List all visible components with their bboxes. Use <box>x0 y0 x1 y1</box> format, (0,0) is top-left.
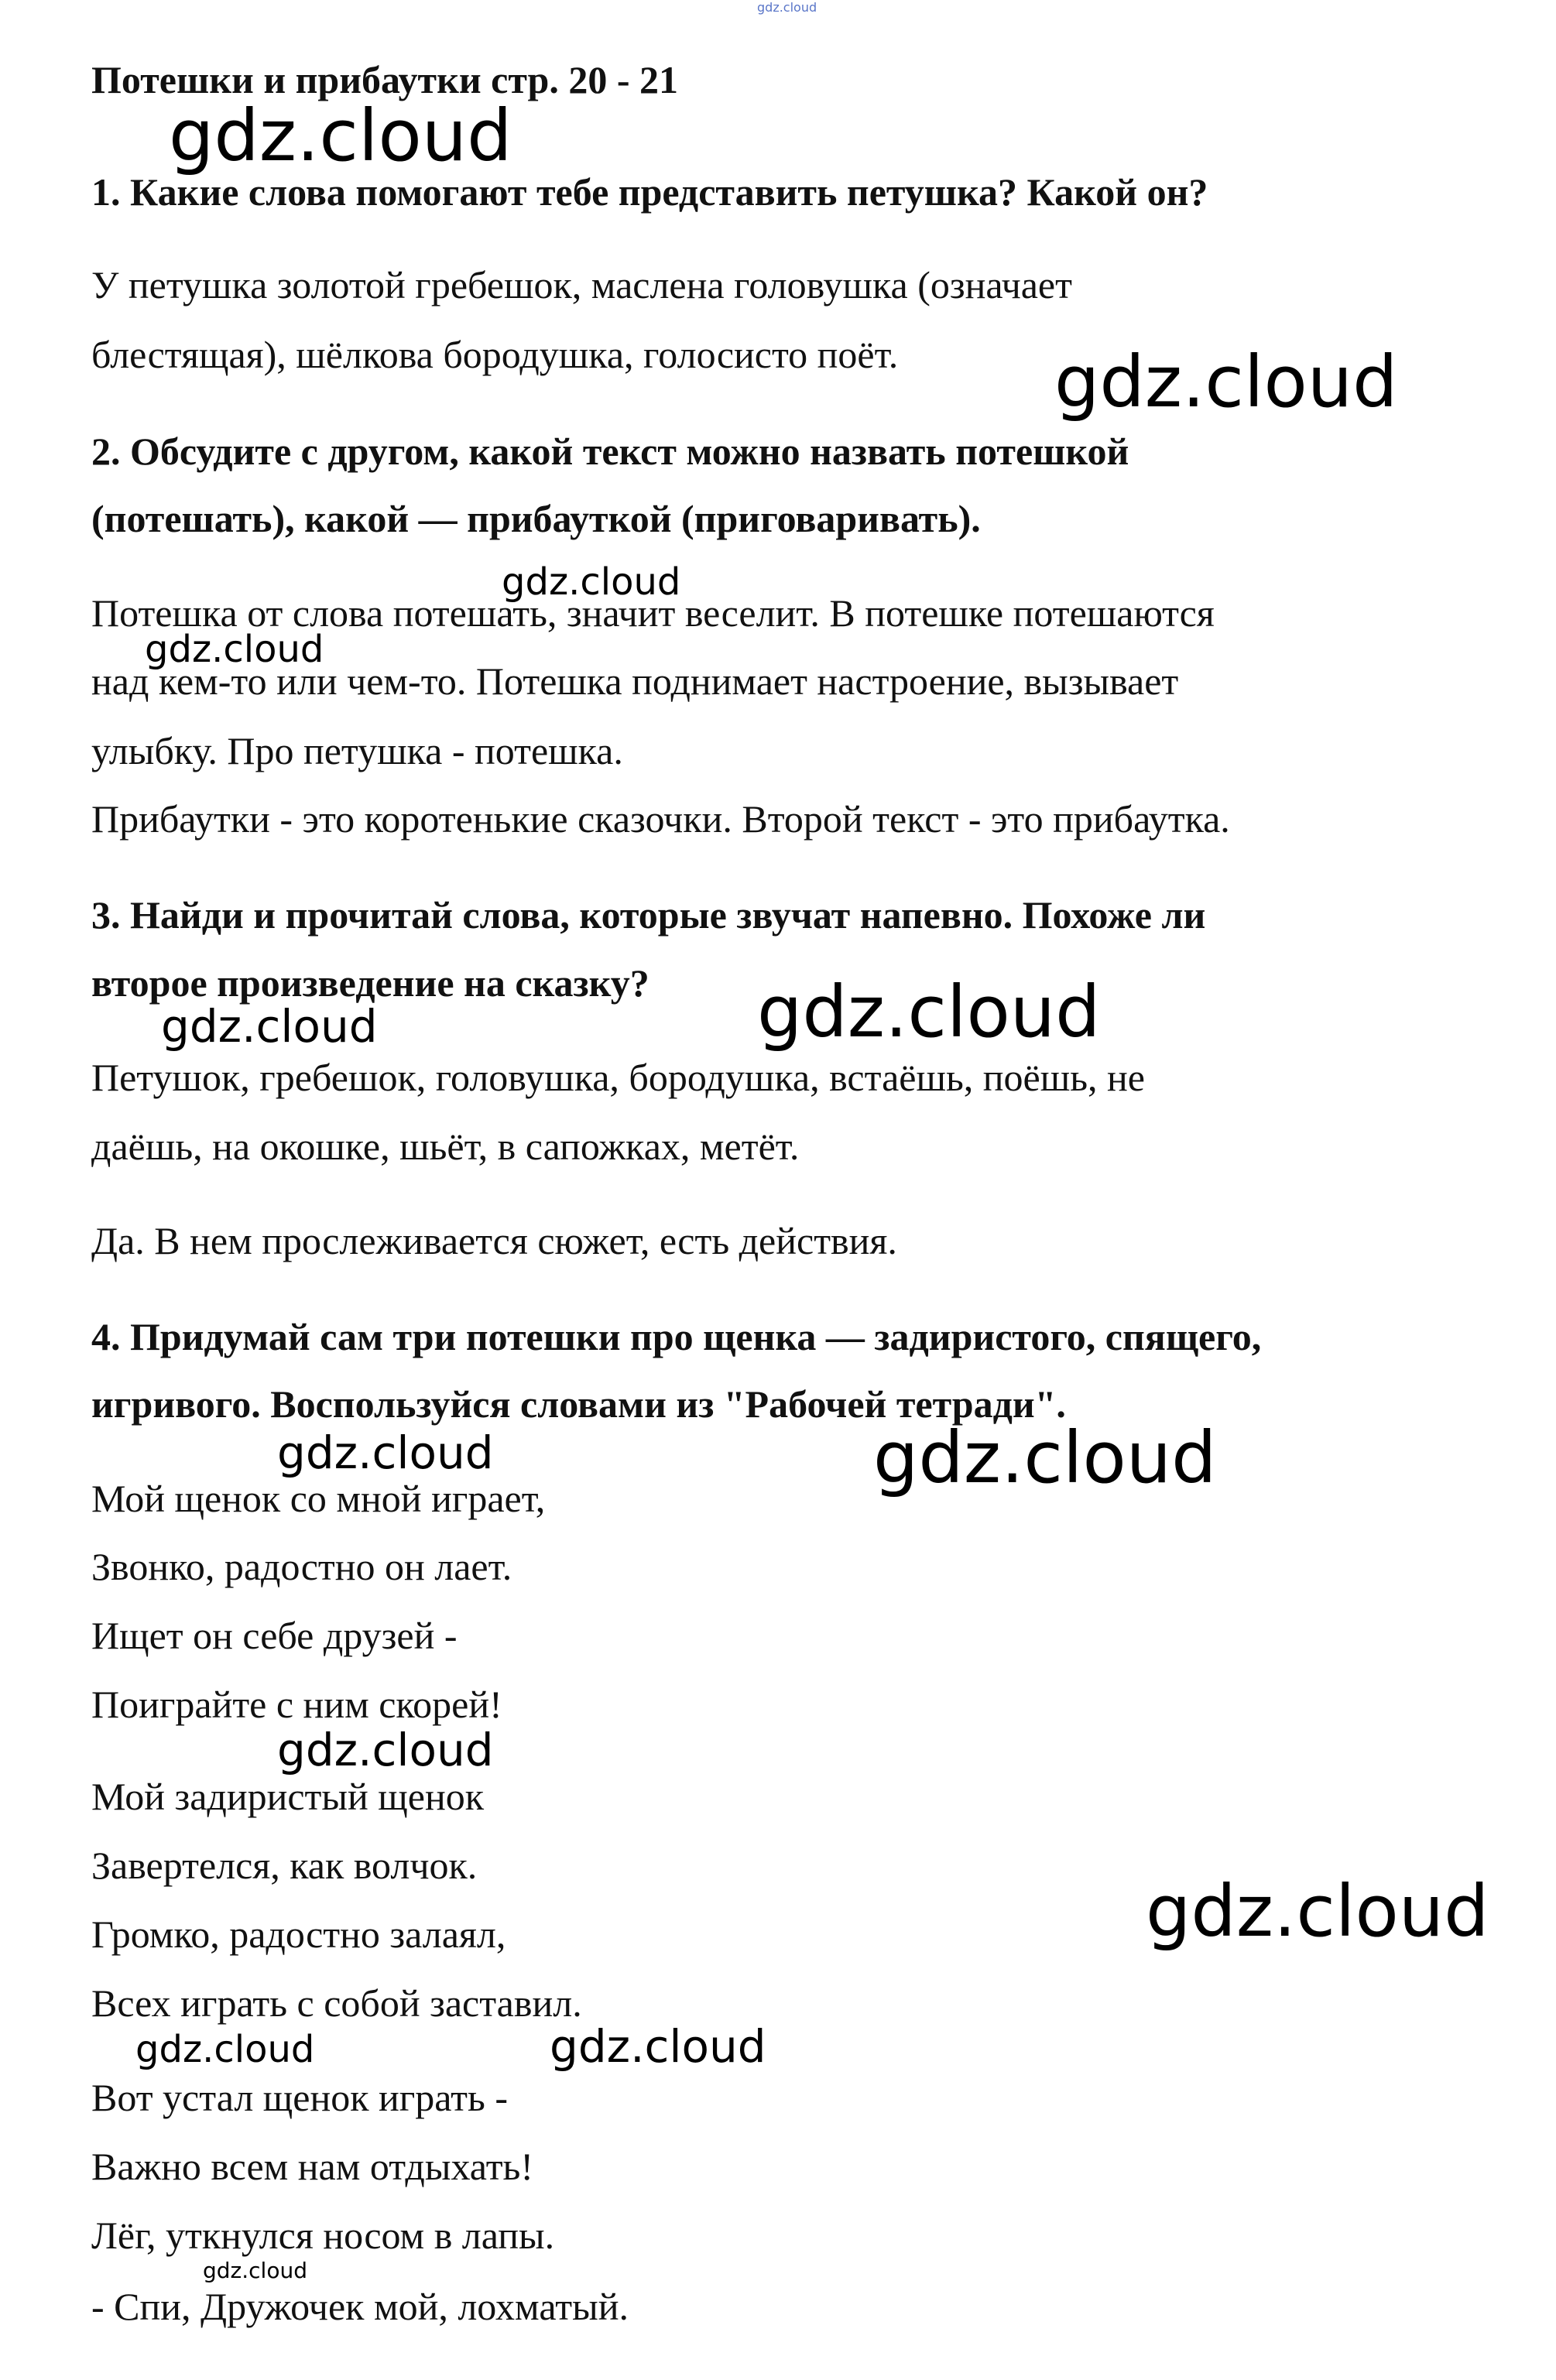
watermark: gdz.cloud <box>757 971 1101 1053</box>
poem-1-line-1: Мой щенок со мной играет, <box>91 1477 546 1520</box>
question-4-line-2: игривого. Воспользуйся словами из "Рабочей тетради". <box>91 1382 1066 1426</box>
poem-3-line-2: Важно всем нам отдыхать! <box>91 2145 533 2188</box>
watermark: gdz.cloud <box>1146 1870 1489 1953</box>
poem-2-line-1: Мой задиристый щенок <box>91 1775 485 1818</box>
watermark: gdz.cloud <box>550 2020 766 2073</box>
watermark: gdz.cloud <box>203 2258 307 2283</box>
answer-1-line-2: блестящая), шёлкова бородушка, голосисто поёт. <box>91 333 899 376</box>
question-3-line-1: 3. Найди и прочитай слова, которые звучат напевно. Похоже ли <box>91 893 1206 937</box>
answer-2-line-2: над кем-то или чем-то. Потешка поднимает настроение, вызывает <box>91 659 1179 703</box>
poem-3-line-1: Вот устал щенок играть - <box>91 2076 508 2119</box>
question-1: 1. Какие слова помогают тебе представить петушка? Какой он? <box>91 170 1208 214</box>
answer-3-line-3: Да. В нем прослеживается сюжет, есть действия. <box>91 1219 897 1262</box>
poem-2-line-3: Громко, радостно залаял, <box>91 1913 506 1956</box>
poem-1-line-4: Поиграйте с ним скорей! <box>91 1683 502 1726</box>
watermark: gdz.cloud <box>145 628 324 671</box>
answer-3-line-1: Петушок, гребешок, головушка, бородушка, встаёшь, поёшь, не <box>91 1056 1145 1099</box>
answer-2-line-4: Прибаутки - это коротенькие сказочки. Второй текст - это прибаутка. <box>91 797 1230 841</box>
poem-2-line-4: Всех играть с собой заставил. <box>91 1981 582 2025</box>
watermark: gdz.cloud <box>873 1416 1217 1499</box>
poem-2-line-2: Завертелся, как волчок. <box>91 1844 478 1887</box>
watermark: gdz.cloud <box>135 2028 315 2071</box>
answer-1-line-1: У петушка золотой гребешок, маслена головушка (означает <box>91 263 1072 306</box>
poem-3-line-3: Лёг, уткнулся носом в лапы. <box>91 2214 555 2257</box>
answer-2-line-3: улыбку. Про петушка - потешка. <box>91 729 623 772</box>
page-title: Потешки и прибаутки стр. 20 - 21 <box>91 58 679 101</box>
question-3-line-2: второе произведение на сказку? <box>91 961 649 1005</box>
answer-2-line-1: Потешка от слова потешать, значит веселит. В потешке потешаются <box>91 591 1215 635</box>
question-4-line-1: 4. Придумай сам три потешки про щенка — задиристого, спящего, <box>91 1315 1262 1358</box>
poem-3-line-4: - Спи, Дружочек мой, лохматый. <box>91 2285 629 2328</box>
watermark: gdz.cloud <box>1054 341 1398 423</box>
watermark: gdz.cloud <box>502 560 681 604</box>
watermark: gdz.cloud <box>169 94 512 177</box>
watermark-top: gdz.cloud <box>757 0 817 15</box>
watermark: gdz.cloud <box>277 1426 494 1479</box>
question-2-line-1: 2. Обсудите с другом, какой текст можно назвать потешкой <box>91 430 1129 473</box>
poem-1-line-2: Звонко, радостно он лает. <box>91 1545 512 1588</box>
answer-3-line-2: даёшь, на окошке, шьёт, в сапожках, метёт. <box>91 1125 800 1168</box>
poem-1-line-3: Ищет он себе друзей - <box>91 1614 458 1657</box>
watermark: gdz.cloud <box>161 1000 378 1053</box>
question-2-line-2: (потешать), какой — прибауткой (приговаривать). <box>91 497 981 540</box>
watermark: gdz.cloud <box>277 1724 494 1776</box>
